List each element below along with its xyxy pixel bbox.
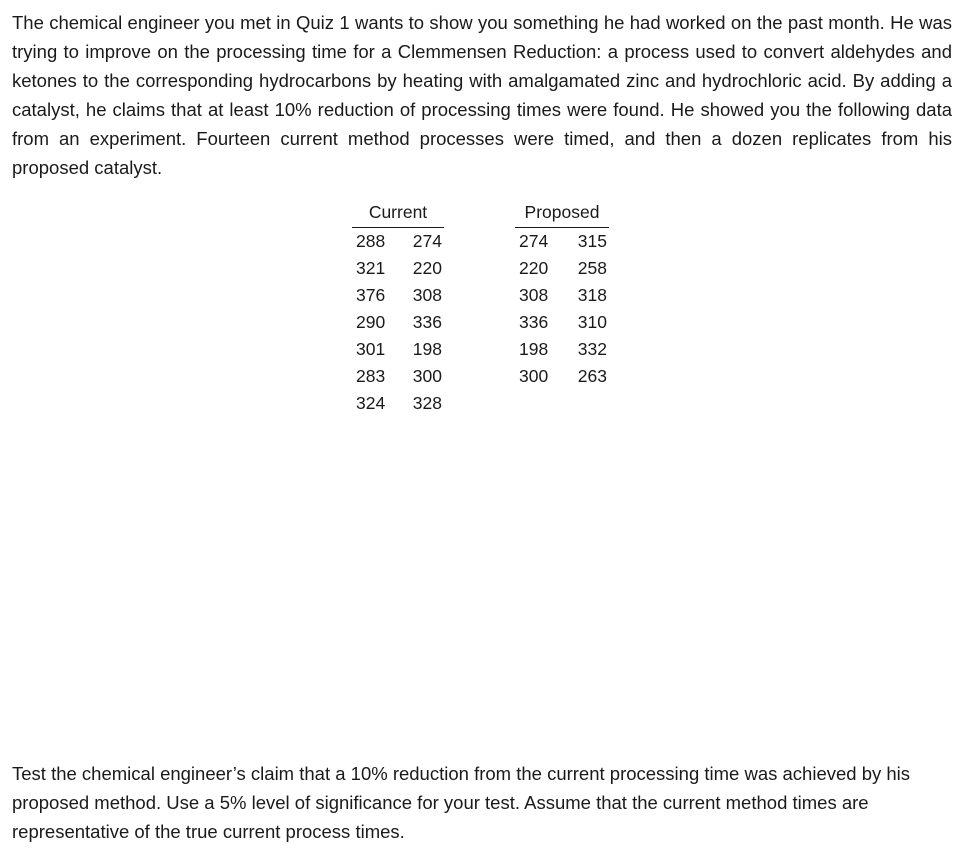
current-value-cell: 336 xyxy=(412,312,442,332)
current-value-cell: 321 xyxy=(356,258,386,278)
current-value-cell: 274 xyxy=(412,231,442,251)
proposed-column-header: Proposed xyxy=(515,199,609,228)
proposed-value-cell: 315 xyxy=(577,231,607,251)
current-value-cell: 300 xyxy=(412,366,442,386)
current-value-cell: 301 xyxy=(356,339,386,359)
current-value-cell: 290 xyxy=(356,312,386,332)
proposed-row xyxy=(515,336,609,363)
proposed-value-cell: 332 xyxy=(577,339,607,359)
proposed-row xyxy=(515,363,609,390)
question-text: Test the chemical engineer’s claim that a 10% reduction from the current processing time was achieved by his proposed method. Use a 5% level of significance for your test. Assume that the current method times are representative of the true current process times. xyxy=(12,763,911,842)
proposed-value-cell: 336 xyxy=(519,312,549,332)
proposed-row xyxy=(515,228,609,255)
proposed-row xyxy=(515,309,609,336)
proposed-value-cell: 318 xyxy=(577,285,607,305)
current-value-cell: 376 xyxy=(356,285,386,305)
current-row xyxy=(352,282,444,309)
current-value-cell: 328 xyxy=(412,393,442,413)
current-value-cell: 220 xyxy=(412,258,442,278)
current-row xyxy=(352,336,444,363)
proposed-row xyxy=(515,282,609,309)
current-value-cell: 198 xyxy=(412,339,442,359)
current-row xyxy=(352,363,444,390)
current-value-cell: 283 xyxy=(356,366,386,386)
current-row xyxy=(352,228,444,255)
current-value-cell: 324 xyxy=(356,393,386,413)
current-column-header: Current xyxy=(352,199,444,228)
proposed-value-cell: 274 xyxy=(519,231,549,251)
current-value-cell: 288 xyxy=(356,231,386,251)
proposed-value-cell: 308 xyxy=(519,285,549,305)
current-row xyxy=(352,309,444,336)
problem-intro: The chemical engineer you met in Quiz 1 wants to show you something he had worked on the past month. He was trying to improve on the processing time for a Clemmensen Reduction: a process used to convert aldehydes and ketones to the corresponding hydrocarbons by heating with amalgamated zinc and hydrochloric acid. By adding a catalyst, he claims that at least 10% reduction of processing times were found. He showed you the following data from an experiment. Fourteen current method processes were timed, and then a dozen replicates from his proposed catalyst. xyxy=(12,12,952,178)
current-row xyxy=(352,255,444,282)
current-value-cell: 308 xyxy=(412,285,442,305)
current-data-table xyxy=(352,199,444,417)
proposed-value-cell: 258 xyxy=(577,258,607,278)
proposed-rows xyxy=(515,228,609,390)
proposed-value-cell: 310 xyxy=(577,312,607,332)
proposed-value-cell: 198 xyxy=(519,339,549,359)
proposed-value-cell: 220 xyxy=(519,258,549,278)
current-row xyxy=(352,390,444,417)
proposed-value-cell: 300 xyxy=(519,366,549,386)
proposed-row xyxy=(515,255,609,282)
proposed-value-cell: 263 xyxy=(577,366,607,386)
current-rows xyxy=(352,228,444,417)
proposed-data-table xyxy=(515,199,609,390)
